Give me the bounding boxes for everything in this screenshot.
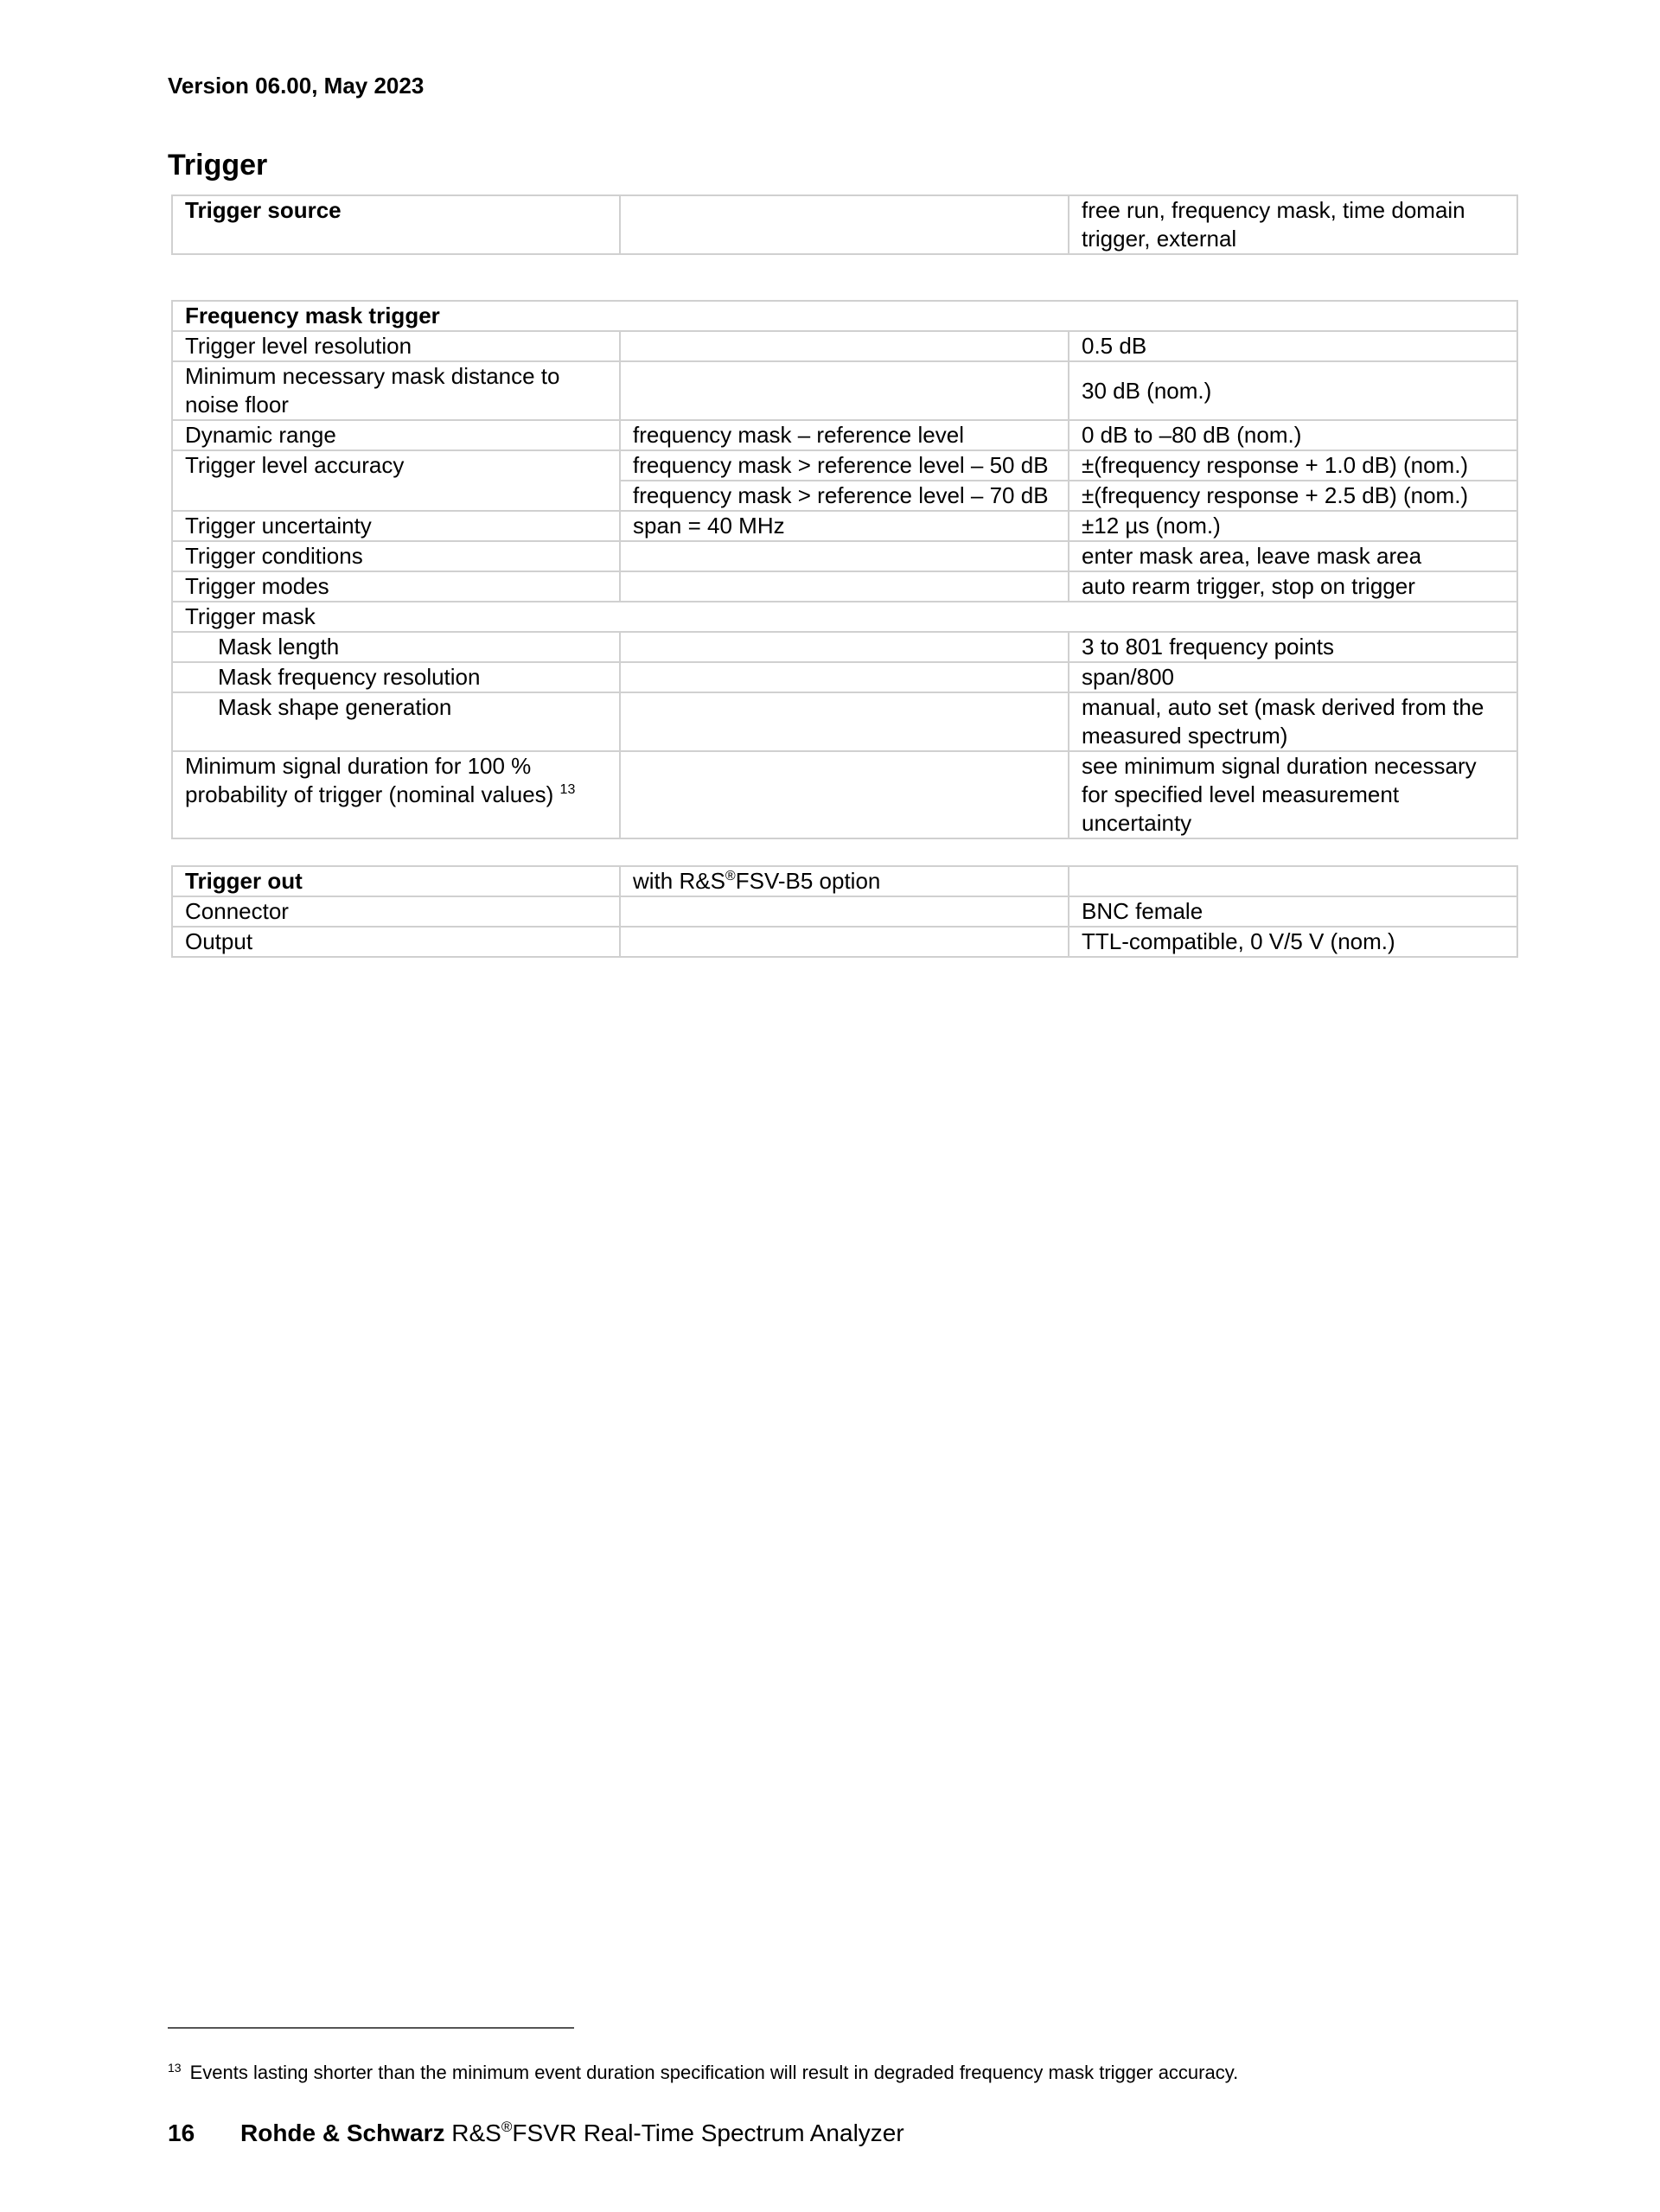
footer-product	[451, 2120, 903, 2146]
empty-cell	[620, 927, 1069, 957]
footnote-text: Events lasting shorter than the minimum event duration specification will result in degraded frequency mask trigger accuracy.	[189, 2062, 1239, 2083]
page-footer	[168, 2120, 904, 2147]
row-value: span/800	[1069, 662, 1517, 692]
row-label: Trigger modes	[172, 571, 620, 602]
empty-cell	[1069, 866, 1517, 896]
empty-cell	[620, 571, 1069, 602]
empty-cell	[620, 541, 1069, 571]
row-condition: frequency mask > reference level – 70 dB	[620, 481, 1069, 511]
table-row	[172, 361, 1517, 420]
option-suffix: FSV-B5 option	[735, 868, 881, 894]
table-row	[172, 450, 1517, 481]
row-label: Connector	[172, 896, 620, 927]
table-row	[172, 896, 1517, 927]
row-condition: span = 40 MHz	[620, 511, 1069, 541]
row-value: 30 dB (nom.)	[1069, 361, 1517, 420]
row-value: 0.5 dB	[1069, 331, 1517, 361]
table-row	[172, 632, 1517, 662]
row-value: see minimum signal duration necessary for specified level measurement uncertainty	[1069, 751, 1517, 838]
footnote	[168, 2062, 1238, 2084]
row-value: TTL-compatible, 0 V/5 V (nom.)	[1069, 927, 1517, 957]
empty-cell	[620, 662, 1069, 692]
table-row	[172, 866, 1517, 896]
trigger-out-table	[171, 865, 1518, 958]
row-value: ±12 µs (nom.)	[1069, 511, 1517, 541]
table-row	[172, 511, 1517, 541]
row-value: BNC female	[1069, 896, 1517, 927]
footnote-divider	[168, 2027, 574, 2029]
freq-mask-heading: Frequency mask trigger	[172, 301, 1517, 331]
empty-cell	[620, 361, 1069, 420]
trigger-source-value: free run, frequency mask, time domain trigger, external	[1069, 195, 1517, 254]
table-row	[172, 662, 1517, 692]
row-label: Trigger conditions	[172, 541, 620, 571]
row-label: Output	[172, 927, 620, 957]
empty-cell	[620, 751, 1069, 838]
empty-cell	[620, 692, 1069, 751]
row-value: auto rearm trigger, stop on trigger	[1069, 571, 1517, 602]
empty-cell	[620, 896, 1069, 927]
empty-cell	[620, 331, 1069, 361]
row-label: Mask length	[172, 632, 620, 662]
product-suffix: FSVR Real-Time Spectrum Analyzer	[512, 2120, 904, 2146]
table-row	[172, 541, 1517, 571]
page-number: 16	[168, 2120, 195, 2146]
frequency-mask-trigger-table	[171, 300, 1518, 839]
registered-mark: ®	[501, 2119, 513, 2135]
row-condition: frequency mask > reference level – 50 dB	[620, 450, 1069, 481]
row-label: Trigger level accuracy	[172, 450, 620, 511]
row-label: Trigger mask	[172, 602, 1517, 632]
table-row	[172, 301, 1517, 331]
section-title: Trigger	[168, 149, 268, 182]
row-label: Mask frequency resolution	[172, 662, 620, 692]
row-condition: frequency mask – reference level	[620, 420, 1069, 450]
row-label-cell	[172, 751, 620, 838]
table-row	[172, 195, 1517, 254]
trigger-out-option	[620, 866, 1069, 896]
row-label: Trigger uncertainty	[172, 511, 620, 541]
row-label: Mask shape generation	[172, 692, 620, 751]
table-row	[172, 751, 1517, 838]
row-label: Minimum signal duration for 100 % probability of trigger (nominal values)	[185, 753, 554, 807]
trigger-source-table	[171, 194, 1518, 255]
version-header: Version 06.00, May 2023	[168, 73, 425, 99]
empty-cell	[620, 195, 1069, 254]
footnote-number: 13	[168, 2061, 182, 2075]
table-row	[172, 420, 1517, 450]
table-row	[172, 602, 1517, 632]
trigger-out-heading: Trigger out	[172, 866, 620, 896]
table-row	[172, 571, 1517, 602]
trigger-source-label: Trigger source	[172, 195, 620, 254]
registered-mark: ®	[725, 869, 736, 883]
row-label: Trigger level resolution	[172, 331, 620, 361]
footnote-ref: 13	[559, 782, 576, 797]
row-value: enter mask area, leave mask area	[1069, 541, 1517, 571]
row-value: ±(frequency response + 1.0 dB) (nom.)	[1069, 450, 1517, 481]
empty-cell	[620, 632, 1069, 662]
footer-brand: Rohde & Schwarz	[240, 2120, 445, 2146]
row-value: 3 to 801 frequency points	[1069, 632, 1517, 662]
row-value: 0 dB to –80 dB (nom.)	[1069, 420, 1517, 450]
table-row	[172, 927, 1517, 957]
product-prefix: R&S	[451, 2120, 501, 2146]
row-label: Minimum necessary mask distance to noise floor	[172, 361, 620, 420]
row-value: ±(frequency response + 2.5 dB) (nom.)	[1069, 481, 1517, 511]
table-row	[172, 692, 1517, 751]
row-value: manual, auto set (mask derived from the measured spectrum)	[1069, 692, 1517, 751]
table-row	[172, 331, 1517, 361]
option-prefix: with R&S	[633, 868, 725, 894]
row-label: Dynamic range	[172, 420, 620, 450]
